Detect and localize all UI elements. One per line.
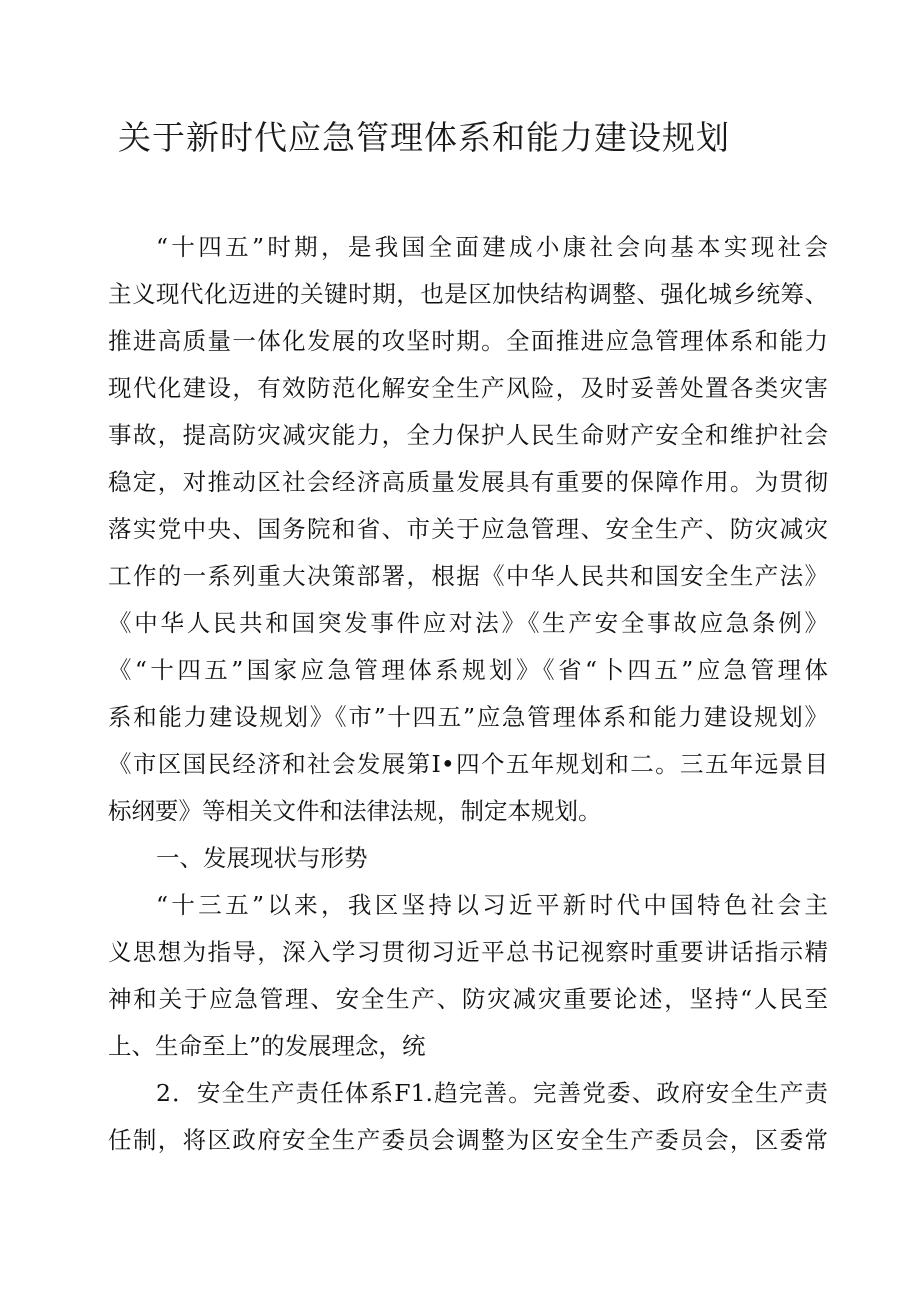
paragraph-line: 系和能力建设规划》《市”十四五”应急管理体系和能力建设规划》 [108, 703, 828, 731]
document-title: 关于新时代应急管理体系和能力建设规划 [118, 118, 730, 157]
paragraph-line: 《“十四五”国家应急管理体系规划》《省“卜四五”应急管理体 [108, 656, 828, 684]
paragraph-line: 《市区国民经济和社会发展第I•四个五年规划和二。三五年远景目 [108, 750, 828, 778]
section-heading: 一、发展现状与形势 [156, 844, 368, 872]
document-body [108, 224, 828, 1164]
paragraph-line: 神和关于应急管理、安全生产、防灾减灾重要论述，坚持“人民至 [108, 985, 828, 1013]
paragraph-line: 现代化建设，有效防范化解安全生产风险，及时妥善处置各类灾害 [108, 374, 828, 402]
paragraph-line: “十四五”时期，是我国全面建成小康社会向基本实现社会 [156, 233, 828, 261]
paragraph-line: 2．安全生产责任体系F1.趋完善。完善党委、政府安全生产责 [156, 1079, 828, 1107]
paragraph-line: “十三五”以来，我区坚持以习近平新时代中国特色社会主 [156, 891, 828, 919]
paragraph-line: 稳定，对推动区社会经济高质量发展具有重要的保障作用。为贯彻 [108, 468, 828, 496]
paragraph-line: 任制，将区政府安全生产委员会调整为区安全生产委员会，区委常 [108, 1126, 828, 1154]
paragraph-line: 事故，提高防灾减灾能力，全力保护人民生命财产安全和维护社会 [108, 421, 828, 449]
paragraph-line: 标纲要》等相关文件和法律法规，制定本规划。 [108, 797, 602, 825]
paragraph-line: 上、生命至上”的发展理念，统 [108, 1032, 426, 1060]
paragraph-line: 工作的一系列重大决策部署，根据《中华人民共和国安全生产法》 [108, 562, 828, 590]
paragraph-line: 主义现代化迈进的关键时期，也是区加快结构调整、强化城乡统筹、 [108, 280, 828, 308]
paragraph-line: 落实党中央、国务院和省、市关于应急管理、安全生产、防灾减灾 [108, 515, 828, 543]
paragraph-line: 《中华人民共和国突发事件应对法》《生产安全事故应急条例》 [108, 609, 828, 637]
paragraph-line: 推进高质量一体化发展的攻坚时期。全面推进应急管理体系和能力 [108, 327, 828, 355]
paragraph-line: 义思想为指导，深入学习贯彻习近平总书记视察时重要讲话指示精 [108, 938, 828, 966]
